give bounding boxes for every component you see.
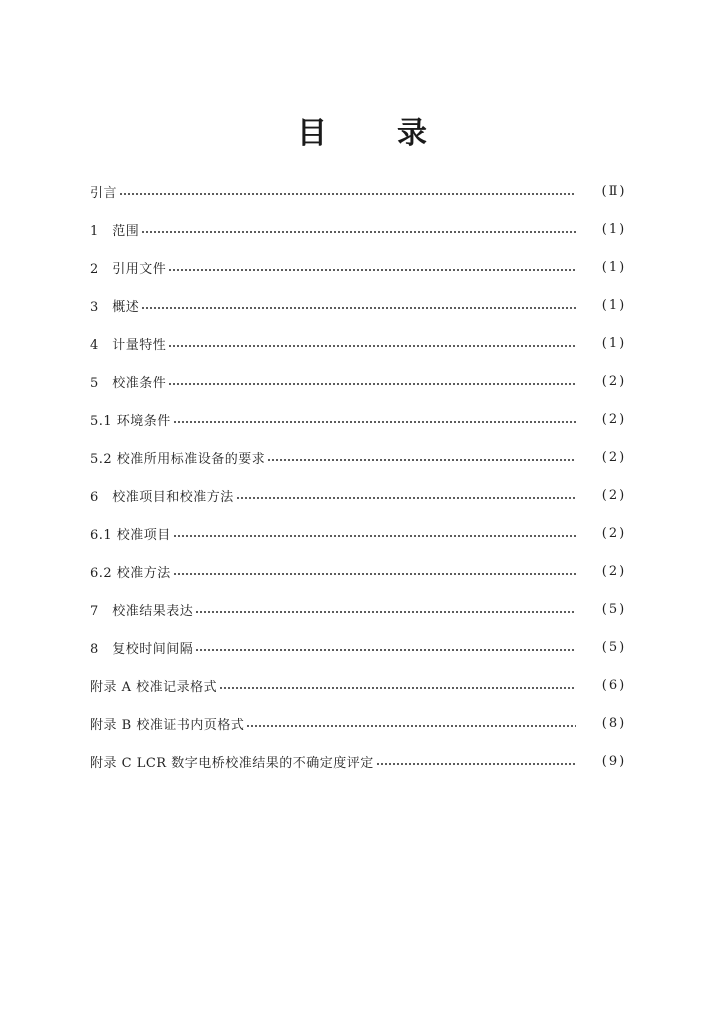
toc-entry-page: (5)	[601, 639, 627, 655]
toc-dot-leader	[168, 383, 576, 385]
toc-dot-leader	[168, 269, 576, 271]
title-char-1: 目	[297, 116, 327, 151]
toc-dot-leader	[195, 611, 576, 613]
toc-entry-intro[interactable]	[90, 172, 632, 210]
toc-entry-page: (1)	[601, 221, 627, 237]
toc-entry-label: 附录 B 校准证书内页格式	[90, 717, 245, 733]
toc-entry-appendix-a[interactable]	[90, 666, 632, 704]
toc-entry-appendix-c[interactable]	[90, 742, 632, 780]
toc-entry-label: 6.2 校准方法	[90, 565, 171, 581]
toc-dot-leader	[173, 535, 576, 537]
toc-entry-label: 6.1 校准项目	[90, 527, 171, 543]
toc-entry-2[interactable]	[90, 248, 632, 286]
toc-entry-label: 5.1 环境条件	[90, 413, 171, 429]
toc-entry-label: 3 概述	[90, 299, 140, 315]
toc-entry-page: (1)	[601, 259, 627, 275]
title-char-2: 录	[397, 116, 427, 151]
toc-entry-4[interactable]	[90, 324, 632, 362]
toc-entry-1[interactable]	[90, 210, 632, 248]
toc-entry-label: 8 复校时间间隔	[90, 641, 194, 657]
toc-dot-leader	[173, 573, 576, 575]
toc-dot-leader	[267, 459, 576, 461]
toc-entry-6[interactable]	[90, 476, 632, 514]
toc-entry-page: (1)	[601, 297, 627, 313]
toc-entry-page: (2)	[601, 411, 627, 427]
toc-dot-leader	[141, 231, 576, 233]
toc-entry-label: 4 计量特性	[90, 337, 167, 353]
toc-entry-page: (2)	[601, 487, 627, 503]
toc-dot-leader	[195, 649, 576, 651]
toc-entry-page: (9)	[601, 753, 627, 769]
toc-dot-leader	[246, 725, 576, 727]
toc-entry-label: 附录 A 校准记录格式	[90, 679, 218, 695]
toc-entry-label: 引言	[90, 185, 118, 201]
toc-entry-7[interactable]	[90, 590, 632, 628]
toc-entry-5-2[interactable]	[90, 438, 632, 476]
toc-dot-leader	[376, 763, 576, 765]
toc-entry-8[interactable]	[90, 628, 632, 666]
toc-dot-leader	[236, 497, 576, 499]
toc-entry-page: (5)	[601, 601, 627, 617]
toc-entry-label: 6 校准项目和校准方法	[90, 489, 234, 505]
toc-dot-leader	[168, 345, 576, 347]
toc-entry-label: 1 范围	[90, 223, 140, 239]
toc-dot-leader	[173, 421, 576, 423]
table-of-contents	[90, 172, 632, 780]
toc-entry-page: (2)	[601, 525, 627, 541]
toc-entry-page: (1)	[601, 335, 627, 351]
toc-entry-label: 5.2 校准所用标准设备的要求	[90, 451, 266, 467]
toc-entry-5[interactable]	[90, 362, 632, 400]
toc-entry-page: (6)	[601, 677, 627, 693]
toc-entry-6-1[interactable]	[90, 514, 632, 552]
toc-entry-label: 2 引用文件	[90, 261, 167, 277]
toc-entry-page: (8)	[601, 715, 627, 731]
toc-entry-label: 7 校准结果表达	[90, 603, 194, 619]
toc-dot-leader	[141, 307, 576, 309]
toc-dot-leader	[119, 193, 576, 195]
toc-entry-page: (2)	[601, 373, 627, 389]
toc-entry-page: (Ⅱ)	[601, 183, 627, 199]
page-title	[0, 110, 724, 150]
toc-entry-6-2[interactable]	[90, 552, 632, 590]
toc-entry-page: (2)	[601, 449, 627, 465]
toc-entry-3[interactable]	[90, 286, 632, 324]
toc-entry-page: (2)	[601, 563, 627, 579]
toc-entry-appendix-b[interactable]	[90, 704, 632, 742]
toc-dot-leader	[219, 687, 576, 689]
toc-entry-label: 5 校准条件	[90, 375, 167, 391]
toc-entry-label: 附录 C LCR 数字电桥校准结果的不确定度评定	[90, 755, 374, 771]
toc-entry-5-1[interactable]	[90, 400, 632, 438]
